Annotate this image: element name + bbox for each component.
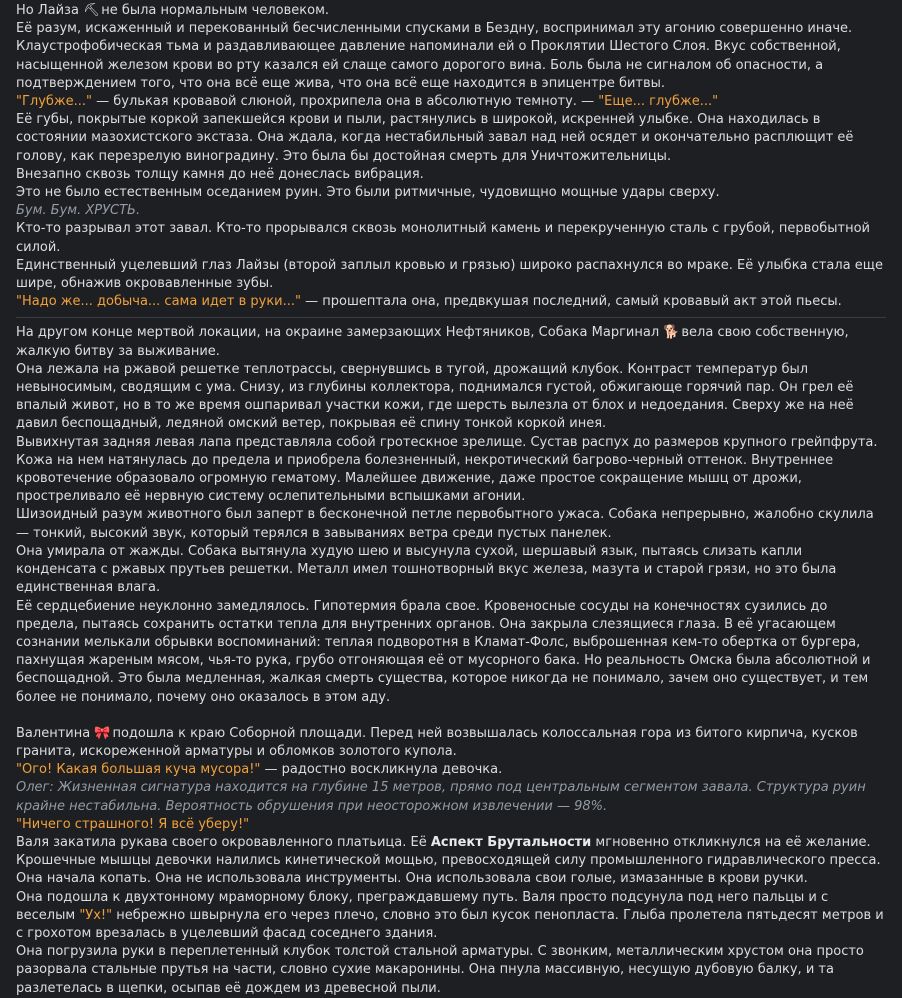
paragraph: Она погрузила руки в переплетенный клубок толстой стальной арматуры. С звонким, металлическим хрустом она просто разорвала стальные прутья на части, словно сухие макаронины. Она пнула массивную, несущую дубовую балку, и та разлетелась в щепки, осыпав её дождем из древесной пыли. (16, 944, 864, 996)
text: подошла к краю Соборной площади. Перед ней возвышалась колоссальная гора из битого кирпича, кусков гранита, искореженной арматуры и обломков золотого купола. (16, 725, 858, 759)
text: небрежно швырнула его через плечо, словно это был кусок пенопласта. Глыба пролетела пятьдесят метров и с грохотом врезалась в уцелевший фасад соседнего здания. (16, 907, 884, 941)
paragraph: Она лежала на ржавой решетке теплотрассы, свернувшись в тугой, дрожащий клубок. Контраст температур был невыносимым, сводящим с ума. Снизу, из глубины коллектора, поднимался густой, обжигающе горячий пар. Он грел её впалый живот, но в то же время ошпаривал участки кожи, где шерсть вылезла от блох и недоедания. Сверху же на неё давил беспощадный, ледяной омский ветер, покрывая её спину тонкой коркой инея. (16, 361, 854, 432)
paragraph: Кто-то разрывал этот завал. Кто-то прорывался сквозь монолитный камень и перекрученную сталь с грубой, первобытной силой. (16, 221, 870, 255)
text: На другом конце мертвой локации, на окраине замерзающих Нефтяников, Собака Маргинал (16, 325, 664, 341)
paragraph: Единственный уцелевший глаз Лайзы (второй заплыл кровью и грязью) широко распахнулся во мраке. Её улыбка стала еще шире, обнажив окровавленные зубы. (16, 257, 883, 292)
divider (16, 317, 886, 318)
text: Она подошла к двухтонному мраморному блоку, преграждавшему путь. Валя просто подсунула под него пальцы и с веселым (16, 889, 829, 923)
paragraph (16, 889, 886, 944)
dog-icon: 🐕 (663, 325, 680, 341)
dialogue: "Ух!" (79, 907, 113, 923)
bow-icon: 🎀 (94, 725, 111, 741)
paragraph: Это не было естественным оседанием руин. Это были ритмичные, чудовищно мощные удары сверху. (16, 185, 720, 201)
paragraph (16, 2, 886, 20)
paragraph: Её разум, искаженный и перекованный бесчисленными спусками в Бездну, воспринимал эту агонию совершенно иначе. (16, 21, 853, 37)
sound-effect: Бум. Бум. ХРУСТЬ. (16, 203, 141, 219)
paragraph: Она начала копать. Она не использовала инструменты. Она использовала свои голые, измазанные в крови ручки. (16, 871, 808, 887)
paragraph: Её сердцебиение неуклонно замедлялось. Гипотермия брала свое. Кровеносные сосуды на конечностях сузились до предела, пытаясь сохранить остатки тепла для внутренних органов. Она закрыла слезящиеся глаза. В её угасающем сознании мелькали обрывки воспоминаний: теплая подворотня в Кламат-Фолс, выброшенная кем-то обертка от бургера, пахнущая жареным мясом, чья-то рука, грубо отгоняющая её от мусорного бака. Но реальность Омска была абсолютной и беспощадной. Это была медленная, жалкая смерть существа, которое никогда не понимало, зачем оно существует, и тем более не понимало, почему оно оказалось в этом аду. (16, 598, 871, 705)
dialogue: "Глубже..." (16, 94, 93, 110)
text: мгновенно откликнулся на её желание. Крошечные мышцы девочки налились кинетической мощью, превосходящей силу промышленного гидравлического пресса. (16, 834, 881, 869)
bold-term: Аспект Брутальности (430, 834, 592, 850)
spacer (16, 707, 886, 725)
paragraph: Вывихнутая задняя левая лапа представляла собой гротескное зрелище. Сустав распух до размеров крупного грейпфрута. Кожа на нем натянулась до предела и приобрела болезненный, некротический багрово-черный оттенок. Внутреннее кровотечение образовало огромную гематому. Малейшее движение, даже простое сокращение мышц от дрожи, простреливало её нервную систему ослепительными вспышками агонии. (16, 434, 878, 505)
text: Но Лайза (16, 3, 84, 18)
paragraph (16, 293, 886, 311)
text: — булькая кровавой слюной, прохрипела она в абсолютную темноту. — (92, 94, 599, 110)
paragraph (16, 324, 886, 360)
paragraph (16, 834, 886, 870)
text: — прошептала она, предвкушая последний, самый кровавый акт этой пьесы. (301, 294, 842, 310)
paragraph: Шизоидный разум животного был заперт в бесконечной петле первобытного ужаса. Собака непрерывно, жалобно скулила — тонкий, высокий звук, который терялся в завываниях ветра среди пустых панелек. (16, 507, 874, 541)
system-message: Олег: Жизненная сигнатура находится на глубине 15 метров, прямо под центральным сегментом завала. Структура руин крайне нестабильна. Вероятность обрушения при неосторожном извлечении — 98%. (16, 780, 866, 814)
paragraph: Внезапно сквозь толщу камня до неё донеслась вибрация. (16, 166, 424, 182)
paragraph: Клаустрофобическая тьма и раздавливающее давление напоминали ей о Проклятии Шестого Слоя. Вкус собственной, насыщенной железом крови во рту казался ей слаще самого дорогого вина. Боль была не сигналом об опасности, а подтверждением того, что она всё еще жива, что она всё еще находится в эпицентре битвы. (16, 39, 841, 91)
text: — радостно воскликнула девочка. (260, 762, 503, 778)
text: Валентина (16, 725, 95, 741)
paragraph (16, 725, 886, 761)
text: вела свою собственную, жалкую битву за выживание. (16, 325, 849, 359)
paragraph (16, 93, 886, 111)
paragraph: Её губы, покрытые коркой запекшейся крови и пыли, растянулись в широкой, искренней улыбке. Она находилась в состоянии мазохистского экстаза. Она ждала, когда нестабильный завал над ней осядет и окончательно расплющит её голову, как перезрелую виноградину. Это была бы достойная смерть для Уничтожительницы. (16, 112, 854, 164)
dialogue: "Ого! Какая большая куча мусора!" (16, 762, 261, 778)
pickaxe-icon: ⛏ (83, 3, 100, 18)
text: Валя закатила рукава своего окровавленного платьица. Её (16, 834, 431, 850)
dialogue: "Еще... глубже..." (598, 94, 719, 110)
paragraph: Она умирала от жажды. Собака вытянула худую шею и высунула сухой, шершавый язык, пытаясь слизать капли конденсата с ржавых прутьев решетки. Металл имел тошнотворный вкус железа, мазута и старой грязи, но это была единственная влага. (16, 543, 837, 596)
text: не была нормальным человеком. (97, 3, 330, 18)
dialogue: "Надо же... добыча... сама идет в руки..." (16, 294, 302, 310)
dialogue: "Ничего страшного! Я всё уберу!" (16, 816, 250, 832)
paragraph (16, 761, 886, 779)
